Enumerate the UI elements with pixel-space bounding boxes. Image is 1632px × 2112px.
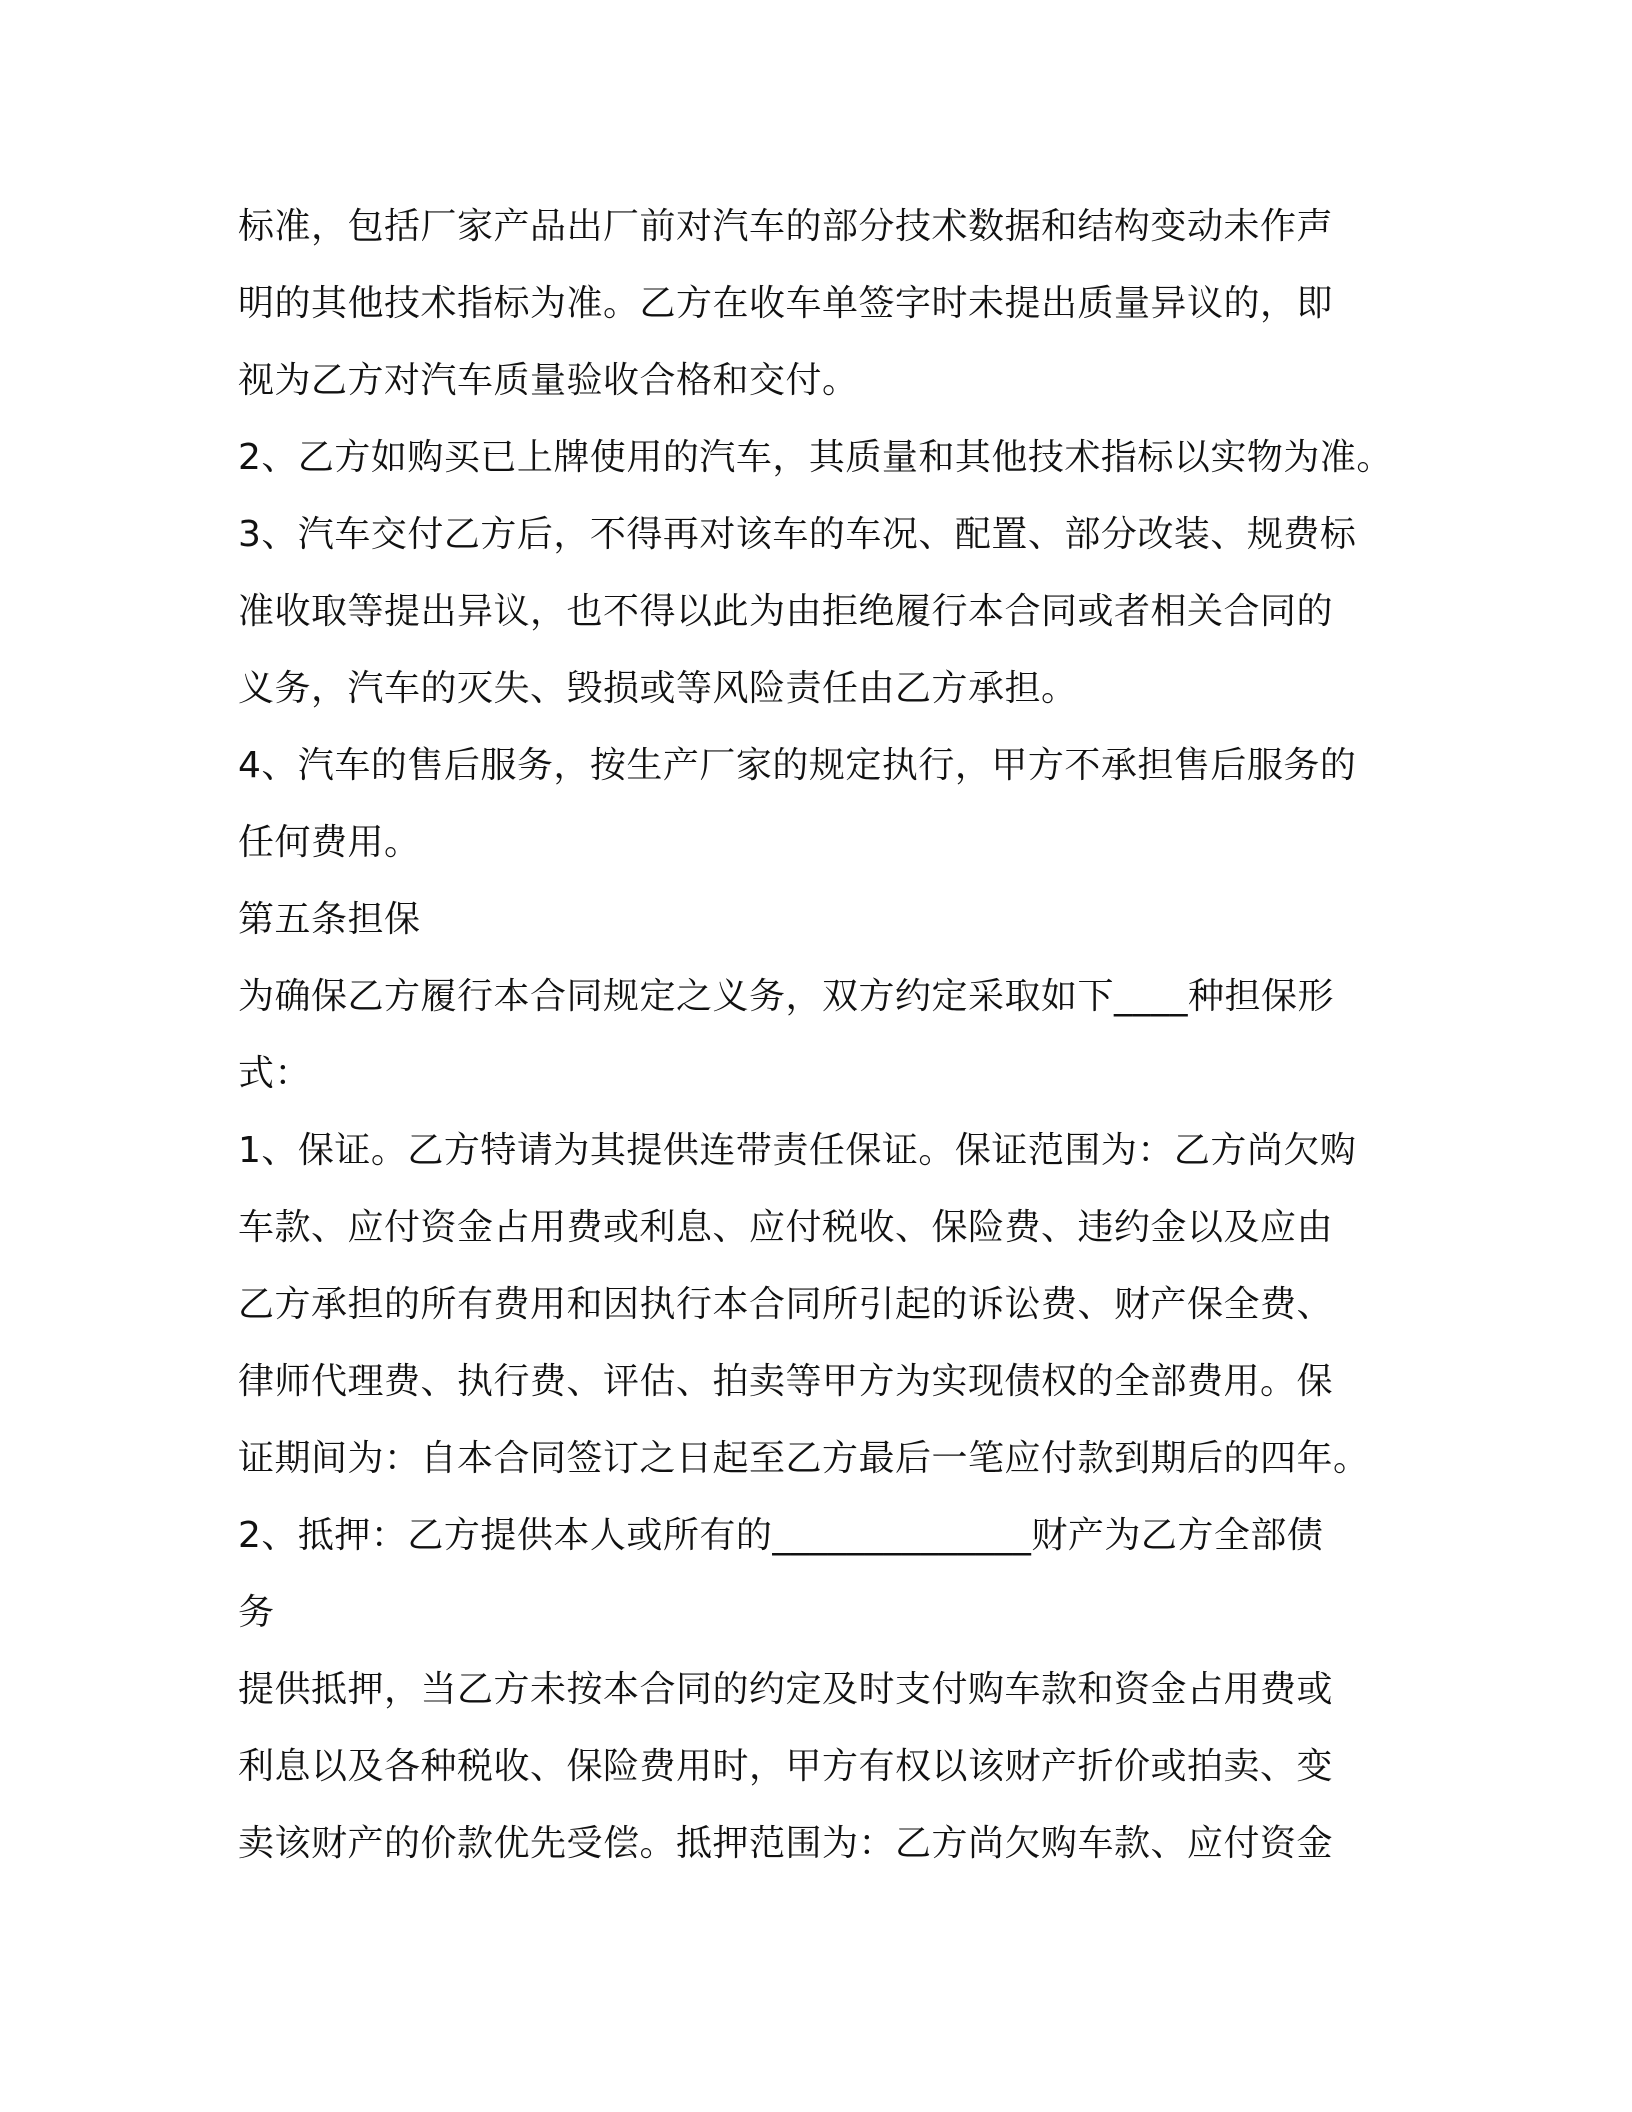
- text-line: 证期间为：自本合同签订之日起至乙方最后一笔应付款到期后的四年。: [238, 1438, 1370, 1479]
- contract-text-body: [238, 188, 1478, 1882]
- text-line: 明的其他技术指标为准。乙方在收车单签字时未提出质量异议的，即: [238, 283, 1334, 324]
- clause-item-3: 3、汽车交付乙方后，不得再对该车的车况、配置、部分改装、规费标: [238, 514, 1357, 555]
- clause-item-2: 2、乙方如购买已上牌使用的汽车，其质量和其他技术指标以实物为准。: [238, 437, 1393, 478]
- text-line: 义务，汽车的灭失、毁损或等风险责任由乙方承担。: [238, 668, 1078, 709]
- text-line: 标准，包括厂家产品出厂前对汽车的部分技术数据和结构变动未作声: [238, 206, 1334, 247]
- article-heading: 第五条担保: [238, 899, 421, 940]
- text-line: 提供抵押，当乙方未按本合同的约定及时支付购车款和资金占用费或: [238, 1669, 1334, 1710]
- text-line: 式：: [238, 1053, 312, 1094]
- text-line: 车款、应付资金占用费或利息、应付税收、保险费、违约金以及应由: [238, 1207, 1334, 1248]
- clause-item-4: 4、汽车的售后服务，按生产厂家的规定执行，甲方不承担售后服务的: [238, 745, 1357, 786]
- guarantee-item-1: 1、保证。乙方特请为其提供连带责任保证。保证范围为：乙方尚欠购: [238, 1130, 1357, 1171]
- text-line: 务: [238, 1592, 275, 1633]
- guarantee-item-2: 2、抵押：乙方提供本人或所有的______________财产为乙方全部债: [238, 1515, 1324, 1556]
- text-line: 任何费用。: [238, 822, 421, 863]
- text-line: 律师代理费、执行费、评估、拍卖等甲方为实现债权的全部费用。保: [238, 1361, 1334, 1402]
- text-line: 利息以及各种税收、保险费用时，甲方有权以该财产折价或拍卖、变: [238, 1746, 1334, 1787]
- text-line: 乙方承担的所有费用和因执行本合同所引起的诉讼费、财产保全费、: [238, 1284, 1334, 1325]
- text-line: 卖该财产的价款优先受偿。抵押范围为：乙方尚欠购车款、应付资金: [238, 1823, 1334, 1864]
- text-line: 视为乙方对汽车质量验收合格和交付。: [238, 360, 859, 401]
- text-line: 准收取等提出异议，也不得以此为由拒绝履行本合同或者相关合同的: [238, 591, 1334, 632]
- text-line: 为确保乙方履行本合同规定之义务，双方约定采取如下____种担保形: [238, 976, 1335, 1017]
